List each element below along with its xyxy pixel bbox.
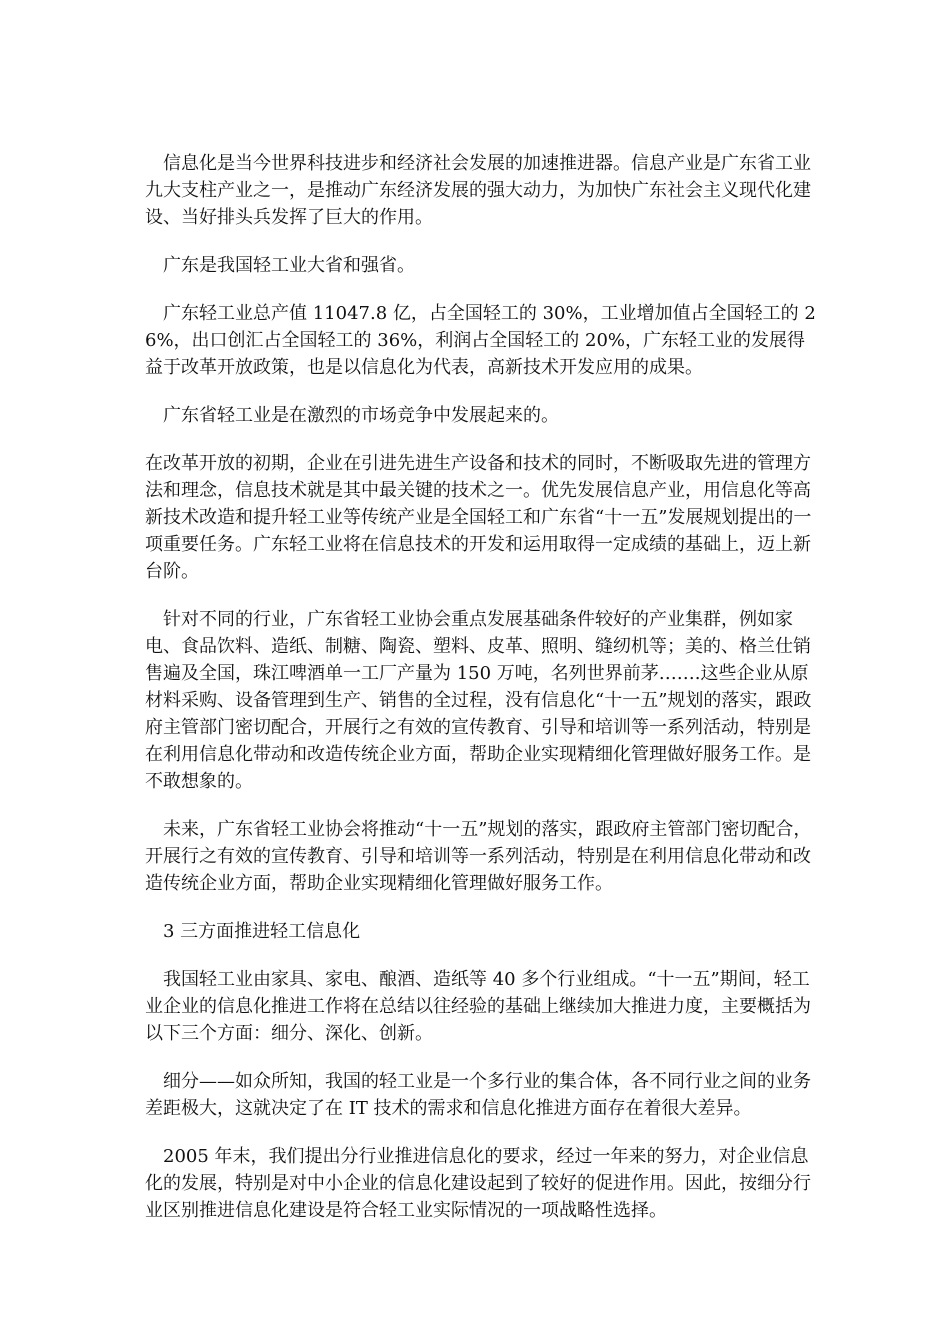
paragraph-market-competition: 广东省轻工业是在激烈的市场竞争中发展起来的。	[163, 405, 559, 426]
section-heading-three-aspects: 3 三方面推进轻工信息化	[163, 921, 361, 942]
paragraph-future-plan: 未来，广东省轻工业协会将推动“十一五”规划的落实，跟政府主管部门密切配合，开展行之有效的宣传教育、引导和培训等一系列活动，特别是在利用信息化带动和改造传统企业方面，帮助企业实现精细化管理做好服务工作。	[145, 819, 812, 894]
paragraph-output-statistics: 广东轻工业总产值 11047.8 亿，占全国轻工的 30%，工业增加值占全国轻工的 26%，出口创汇占全国轻工的 36%，利润占全国轻工的 20%，广东轻工业的发展得益于改革开放政策，也是以信息化为代表，高新技术开发应用的成果。	[145, 303, 816, 378]
document-body	[145, 150, 817, 1245]
paragraph-industry-composition: 我国轻工业由家具、家电、酿酒、造纸等 40 多个行业组成。“十一五”期间，轻工业企业的信息化推进工作将在总结以往经验的基础上继续加大推进力度，主要概括为以下三个方面：细分、深化、创新。	[145, 969, 811, 1044]
paragraph-2005-progress: 2005 年末，我们提出分行业推进信息化的要求，经过一年来的努力，对企业信息化的发展，特别是对中小企业的信息化建设起到了较好的促进作用。因此，按细分行业区别推进信息化建设是符合轻工业实际情况的一项战略性选择。	[145, 1146, 811, 1221]
paragraph-industry-clusters: 针对不同的行业，广东省轻工业协会重点发展基础条件较好的产业集群，例如家电、食品饮料、造纸、制糖、陶瓷、塑料、皮革、照明、缝纫机等；美的、格兰仕销售遍及全国，珠江啤酒单一工厂产量为 150 万吨，名列世界前茅…….这些企业从原材料采购、设备管理到生产、销售的全过程，没有信息化“十一五”规划的落实，跟政府主管部门密切配合，开展行之有效的宣传教育、引导和培训等一系列活动，特别是在利用信息化带动和改造传统企业方面，帮助企业实现精细化管理做好服务工作。是不敢想象的。	[145, 609, 812, 792]
paragraph-segmentation: 细分——如众所知，我国的轻工业是一个多行业的集合体，各不同行业之间的业务差距极大，这就决定了在 IT 技术的需求和信息化推进方面存在着很大差异。	[145, 1071, 811, 1119]
paragraph-informatization-intro: 信息化是当今世界科技进步和经济社会发展的加速推进器。信息产业是广东省工业九大支柱产业之一，是推动广东经济发展的强大动力，为加快广东社会主义现代化建设、当好排头兵发挥了巨大的作用。	[145, 153, 811, 228]
paragraph-reform-early-stage: 在改革开放的初期，企业在引进先进生产设备和技术的同时，不断吸取先进的管理方法和理念，信息技术就是其中最关键的技术之一。优先发展信息产业，用信息化等高新技术改造和提升轻工业等传统产业是全国轻工和广东省“十一五”发展规划提出的一项重要任务。广东轻工业将在信息技术的开发和运用取得一定成绩的基础上，迈上新台阶。	[145, 453, 812, 582]
paragraph-light-industry-province: 广东是我国轻工业大省和强省。	[163, 255, 415, 276]
